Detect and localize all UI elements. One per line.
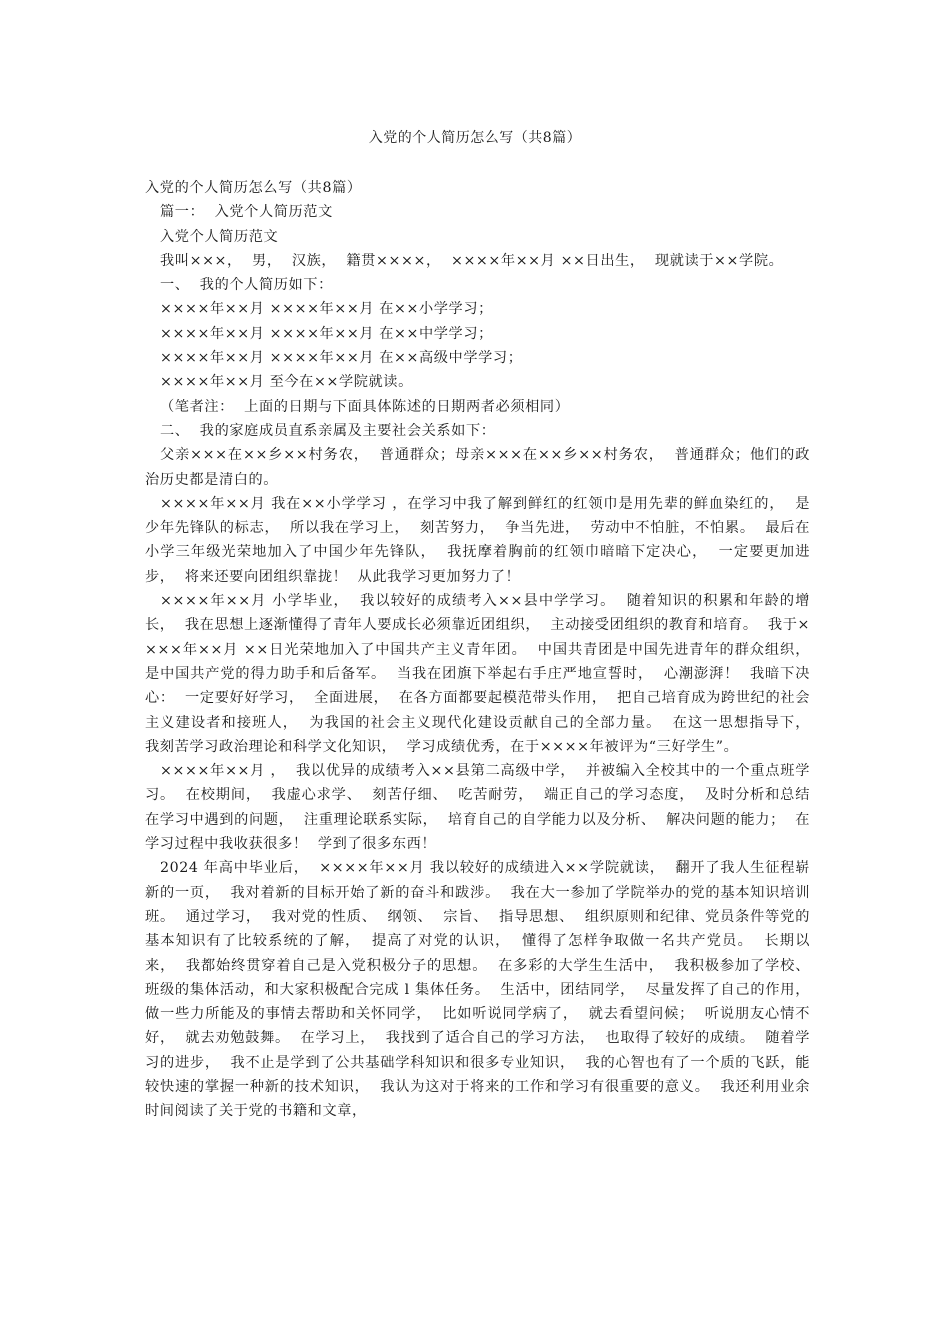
paragraph: ××××年××月 ××××年××月 在××小学学习；	[160, 301, 493, 318]
document-body	[145, 176, 821, 1124]
paragraph: 入党的个人简历怎么写（共8篇）	[145, 180, 362, 196]
document-title: 入党的个人简历怎么写（共8篇）	[368, 130, 582, 146]
paragraph: 我叫×××， 男， 汉族， 籍贯××××， ××××年××月 ××日出生， 现就读于××学院。	[160, 252, 784, 269]
paragraph: ××××年××月 ， 我以优异的成绩考入××县第二高级中学， 并被编入全校其中的一个重点班学习。 在校期间， 我虚心求学、 刻苦仔细、 吃苦耐劳， 端正自己的学习态度， 及时分析和总结在学习中遇到的问题， 注重理论联系实际， 培育自己的自学能力以及分析、 解决问题的能力； 在学习过程中我收获很多！ 学到了很多东西！	[145, 763, 810, 853]
paragraph: ××××年××月 ××××年××月 在××中学学习；	[160, 325, 493, 342]
paragraph: ××××年××月 小学毕业， 我以较好的成绩考入××县中学学习。 随着知识的积累和年龄的增长， 我在思想上逐渐懂得了青年人要成长必须靠近团组织， 主动接受团组织的教育和培育。 我于××××年××月 ××日光荣地加入了中国共产主义青年团。 中国共青团是中国先进青年的群众组织， 是中国共产党的得力助手和后备军。 当我在团旗下举起右手庄严地宣誓时， 心潮澎湃！ 我暗下决心： 一定要好好学习， 全面进展， 在各方面都要起模范带头作用， 把自己培育成为跨世纪的社会主义建设者和接班人， 为我国的社会主义现代化建设贡献自己的全部力量。 在这一思想指导下， 我刻苦学习政治理论和科学文化知识， 学习成绩优秀，在于××××年被评为“三好学生”。	[145, 593, 821, 755]
paragraph: 一、 我的个人简历如下：	[160, 277, 333, 294]
paragraph: 2024 年高中毕业后， ××××年××月 我以较好的成绩进入××学院就读， 翻开了我人生征程崭新的一页， 我对着新的目标开始了新的奋斗和跋涉。 我在大一参加了学院举办的党的基本知识培训班。 通过学习， 我对党的性质、 纲领、 宗旨、 指导思想、 组织原则和纪律、党员条件等党的基本知识有了比较系统的了解， 提高了对党的认识， 懂得了怎样争取做一名共产党员。 长期以来， 我都始终贯穿着自己是入党积极分子的思想。 在多彩的大学生生活中， 我积极参加了学校、 班级的集体活动，和大家积极配合完成 l 集体任务。 生活中，团结同学， 尽量发挥了自己的作用， 做一些力所能及的事情去帮助和关怀同学， 比如听说同学病了， 就去看望问候； 听说朋友心情不好， 就去劝勉鼓舞。 在学习上， 我找到了适合自己的学习方法， 也取得了较好的成绩。 随着学习的进步， 我不止是学到了公共基础学科知识和很多专业知识， 我的心智也有了一个质的飞跃，能较快速的掌握一种新的技术知识， 我认为这对于将来的工作和学习有很重要的意义。 我还利用业余时间阅读了关于党的书籍和文章，	[145, 860, 821, 1120]
paragraph: ××××年××月 至今在××学院就读。	[160, 374, 413, 391]
paragraph: （笔者注： 上面的日期与下面具体陈述的日期两者必须相同）	[160, 398, 570, 415]
paragraph: ××××年××月 我在××小学学习 ，在学习中我了解到鲜红的红领巾是用先辈的鲜血染红的， 是少年先锋队的标志， 所以我在学习上， 刻苦努力， 争当先进， 劳动中不怕脏，不怕累。 最后在小学三年级光荣地加入了中国少年先锋队， 我抚摩着胸前的红领巾暗暗下定决心， 一定要更加进步， 将来还要向团组织靠拢！ 从此我学习更加努力了！	[145, 495, 810, 585]
paragraph: 入党个人简历范文	[160, 228, 279, 245]
paragraph: 父亲×××在××乡××村务农， 普通群众；母亲×××在××乡××村务农， 普通群众；他们的政治历史都是清白的。	[145, 447, 810, 488]
paragraph: 篇一： 入党个人简历范文	[160, 204, 333, 221]
paragraph: ××××年××月 ××××年××月 在××高级中学学习；	[160, 350, 523, 367]
paragraph: 二、 我的家庭成员直系亲属及主要社会关系如下：	[160, 422, 496, 439]
